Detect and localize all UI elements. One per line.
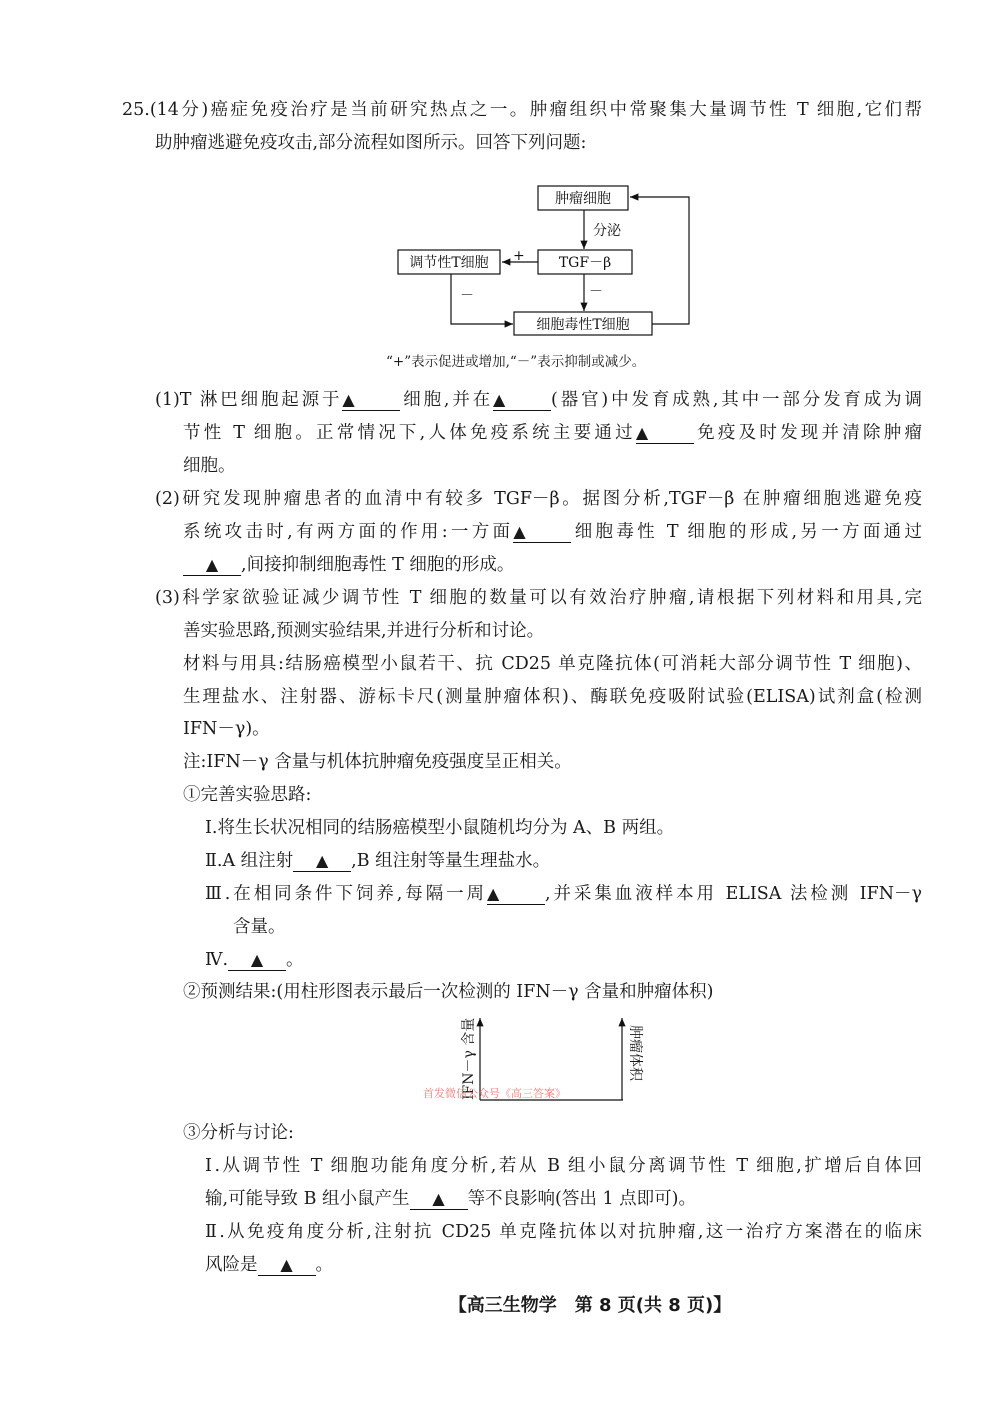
triangle-icon: ▲ [342, 390, 355, 409]
text-segment: 免疫及时发现并清除肿瘤 [693, 423, 922, 443]
text-segment: ,B 组注射等量生理盐水。 [351, 851, 551, 871]
text-segment: Ⅳ. [205, 950, 229, 970]
text-segment: (2)研究发现肿瘤患者的血清中有较多 TGF－β。据图分析,TGF－β 在肿瘤细胞逃避免疫 [155, 489, 922, 509]
text-line [155, 586, 922, 610]
text-segment: 细胞毒性 T 细胞的形成,另一方面通过 [571, 522, 922, 542]
text-segment: 善实验思路,预测实验结果,并进行分析和讨论。 [183, 621, 545, 641]
answer-blank[interactable] [228, 950, 286, 971]
triangle-icon: ▲ [316, 851, 329, 870]
text-segment: Ⅱ.从免疫角度分析,注射抗 CD25 单克隆抗体以对抗肿瘤,这一治疗方案潜在的临床 [205, 1222, 922, 1242]
answer-blank[interactable] [636, 423, 694, 444]
triangle-icon: ▲ [513, 522, 526, 541]
answer-blank[interactable] [410, 1189, 468, 1210]
text-segment: IFN－γ)。 [183, 719, 270, 739]
text-line [183, 980, 714, 1004]
text-line [183, 553, 514, 577]
text-segment: ,并采集血液样本用 ELISA 法检测 IFN－γ [545, 884, 922, 904]
triangle-icon: ▲ [487, 884, 500, 903]
text-segment: ①完善实验思路: [183, 785, 312, 805]
text-line [183, 520, 922, 544]
label-tumor-cell: 肿瘤细胞 [555, 191, 611, 207]
text-segment: 系统攻击时,有两方面的作用:一方面 [183, 522, 514, 542]
triangle-icon: ▲ [205, 555, 219, 574]
text-segment: Ⅱ.A 组注射 [205, 851, 294, 871]
answer-blank[interactable] [513, 522, 571, 543]
text-segment: 节性 T 细胞。正常情况下,人体免疫系统主要通过 [183, 423, 636, 443]
text-line [205, 1187, 696, 1211]
text-line [205, 1154, 922, 1178]
label-minus-treg: － [460, 288, 474, 304]
right-axis-label: 肿瘤体积 [627, 1025, 643, 1081]
label-treg: 调节性T细胞 [409, 255, 489, 271]
text-line [183, 750, 572, 774]
text-segment: 。 [315, 1255, 333, 1275]
text-segment: 输,可能导致 B 组小鼠产生 [205, 1189, 410, 1209]
text-line [183, 783, 311, 807]
text-segment: (1)T 淋巴细胞起源于 [155, 390, 343, 410]
label-plus: + [513, 248, 525, 264]
text-line [205, 849, 550, 873]
answer-blank[interactable] [183, 555, 241, 576]
triangle-icon: ▲ [493, 390, 506, 409]
text-line [205, 1253, 333, 1277]
text-line [155, 487, 922, 511]
text-segment: 。 [286, 950, 304, 970]
text-segment: ②预测结果:(用柱形图表示最后一次检测的 IFN－γ 含量和肿瘤体积) [183, 982, 714, 1002]
text-line [205, 816, 674, 840]
left-axis-label: IFN－γ 含量 [461, 1017, 477, 1100]
label-tgf: TGF－β [558, 255, 612, 271]
arrow-feedback [630, 197, 689, 324]
text-segment: (3)科学家欲验证减少调节性 T 细胞的数量可以有效治疗肿瘤,请根据下列材料和用具,完 [155, 588, 922, 608]
label-minus-tgf: － [589, 284, 603, 300]
text-segment: Ⅲ.在相同条件下饲养,每隔一周 [205, 884, 487, 904]
text-line [183, 454, 236, 478]
text-segment: 风险是 [205, 1255, 258, 1275]
text-segment: ,间接抑制细胞毒性 T 细胞的形成。 [241, 555, 515, 575]
label-secrete: 分泌 [593, 223, 621, 239]
answer-blank[interactable] [487, 884, 545, 905]
text-line [205, 882, 922, 906]
text-segment: ③分析与讨论: [183, 1123, 294, 1143]
text-line [183, 1121, 294, 1145]
answer-blank[interactable] [258, 1255, 316, 1276]
text-segment: 细胞,并在 [400, 390, 494, 410]
text-segment: 材料与用具:结肠癌模型小鼠若干、抗 CD25 单克隆抗体(可消耗大部分调节性 T 细胞)、 [183, 654, 922, 674]
text-segment: 细胞。 [183, 456, 236, 476]
text-line [205, 948, 304, 972]
text-segment: 25.(14分)癌症免疫治疗是当前研究热点之一。肿瘤组织中常聚集大量调节性 T 细胞,它们帮 [122, 100, 922, 120]
text-line [233, 915, 286, 939]
triangle-icon: ▲ [250, 950, 264, 969]
text-line [183, 421, 922, 445]
text-segment: 含量。 [233, 917, 286, 937]
text-segment: 生理盐水、注射器、游标卡尺(测量肿瘤体积)、酶联免疫吸附试验(ELISA)试剂盒(检测 [183, 687, 922, 707]
watermark: 首发微信公众号《高三答案》 [423, 1087, 566, 1100]
text-segment: 注:IFN－γ 含量与机体抗肿瘤免疫强度呈正相关。 [183, 752, 572, 772]
triangle-icon: ▲ [432, 1189, 445, 1208]
text-line [183, 619, 544, 643]
triangle-icon: ▲ [635, 423, 649, 442]
triangle-icon: ▲ [280, 1255, 293, 1274]
page-footer: 【高三生物学 第 8 页(共 8 页)】 [448, 1295, 732, 1316]
text-segment: (器官)中发育成熟,其中一部分发育成为调 [551, 390, 922, 410]
text-line [205, 1220, 922, 1244]
text-segment: Ⅰ.将生长状况相同的结肠癌模型小鼠随机均分为 A、B 两组。 [205, 818, 675, 838]
text-segment: Ⅰ.从调节性 T 细胞功能角度分析,若从 B 组小鼠分离调节性 T 细胞,扩增后自体回 [205, 1156, 922, 1176]
diagram-caption: “+”表示促进或增加,“－”表示抑制或减少。 [386, 354, 646, 370]
answer-blank[interactable] [293, 851, 351, 872]
flow-diagram [0, 0, 992, 400]
text-line [183, 717, 270, 741]
text-segment: 等不良影响(答出 1 点即可)。 [467, 1189, 696, 1209]
text-line [183, 685, 922, 709]
label-ctl: 细胞毒性T细胞 [536, 317, 630, 333]
text-segment: 助肿瘤逃避免疫攻击,部分流程如图所示。回答下列问题: [155, 133, 587, 153]
text-line [183, 652, 922, 676]
